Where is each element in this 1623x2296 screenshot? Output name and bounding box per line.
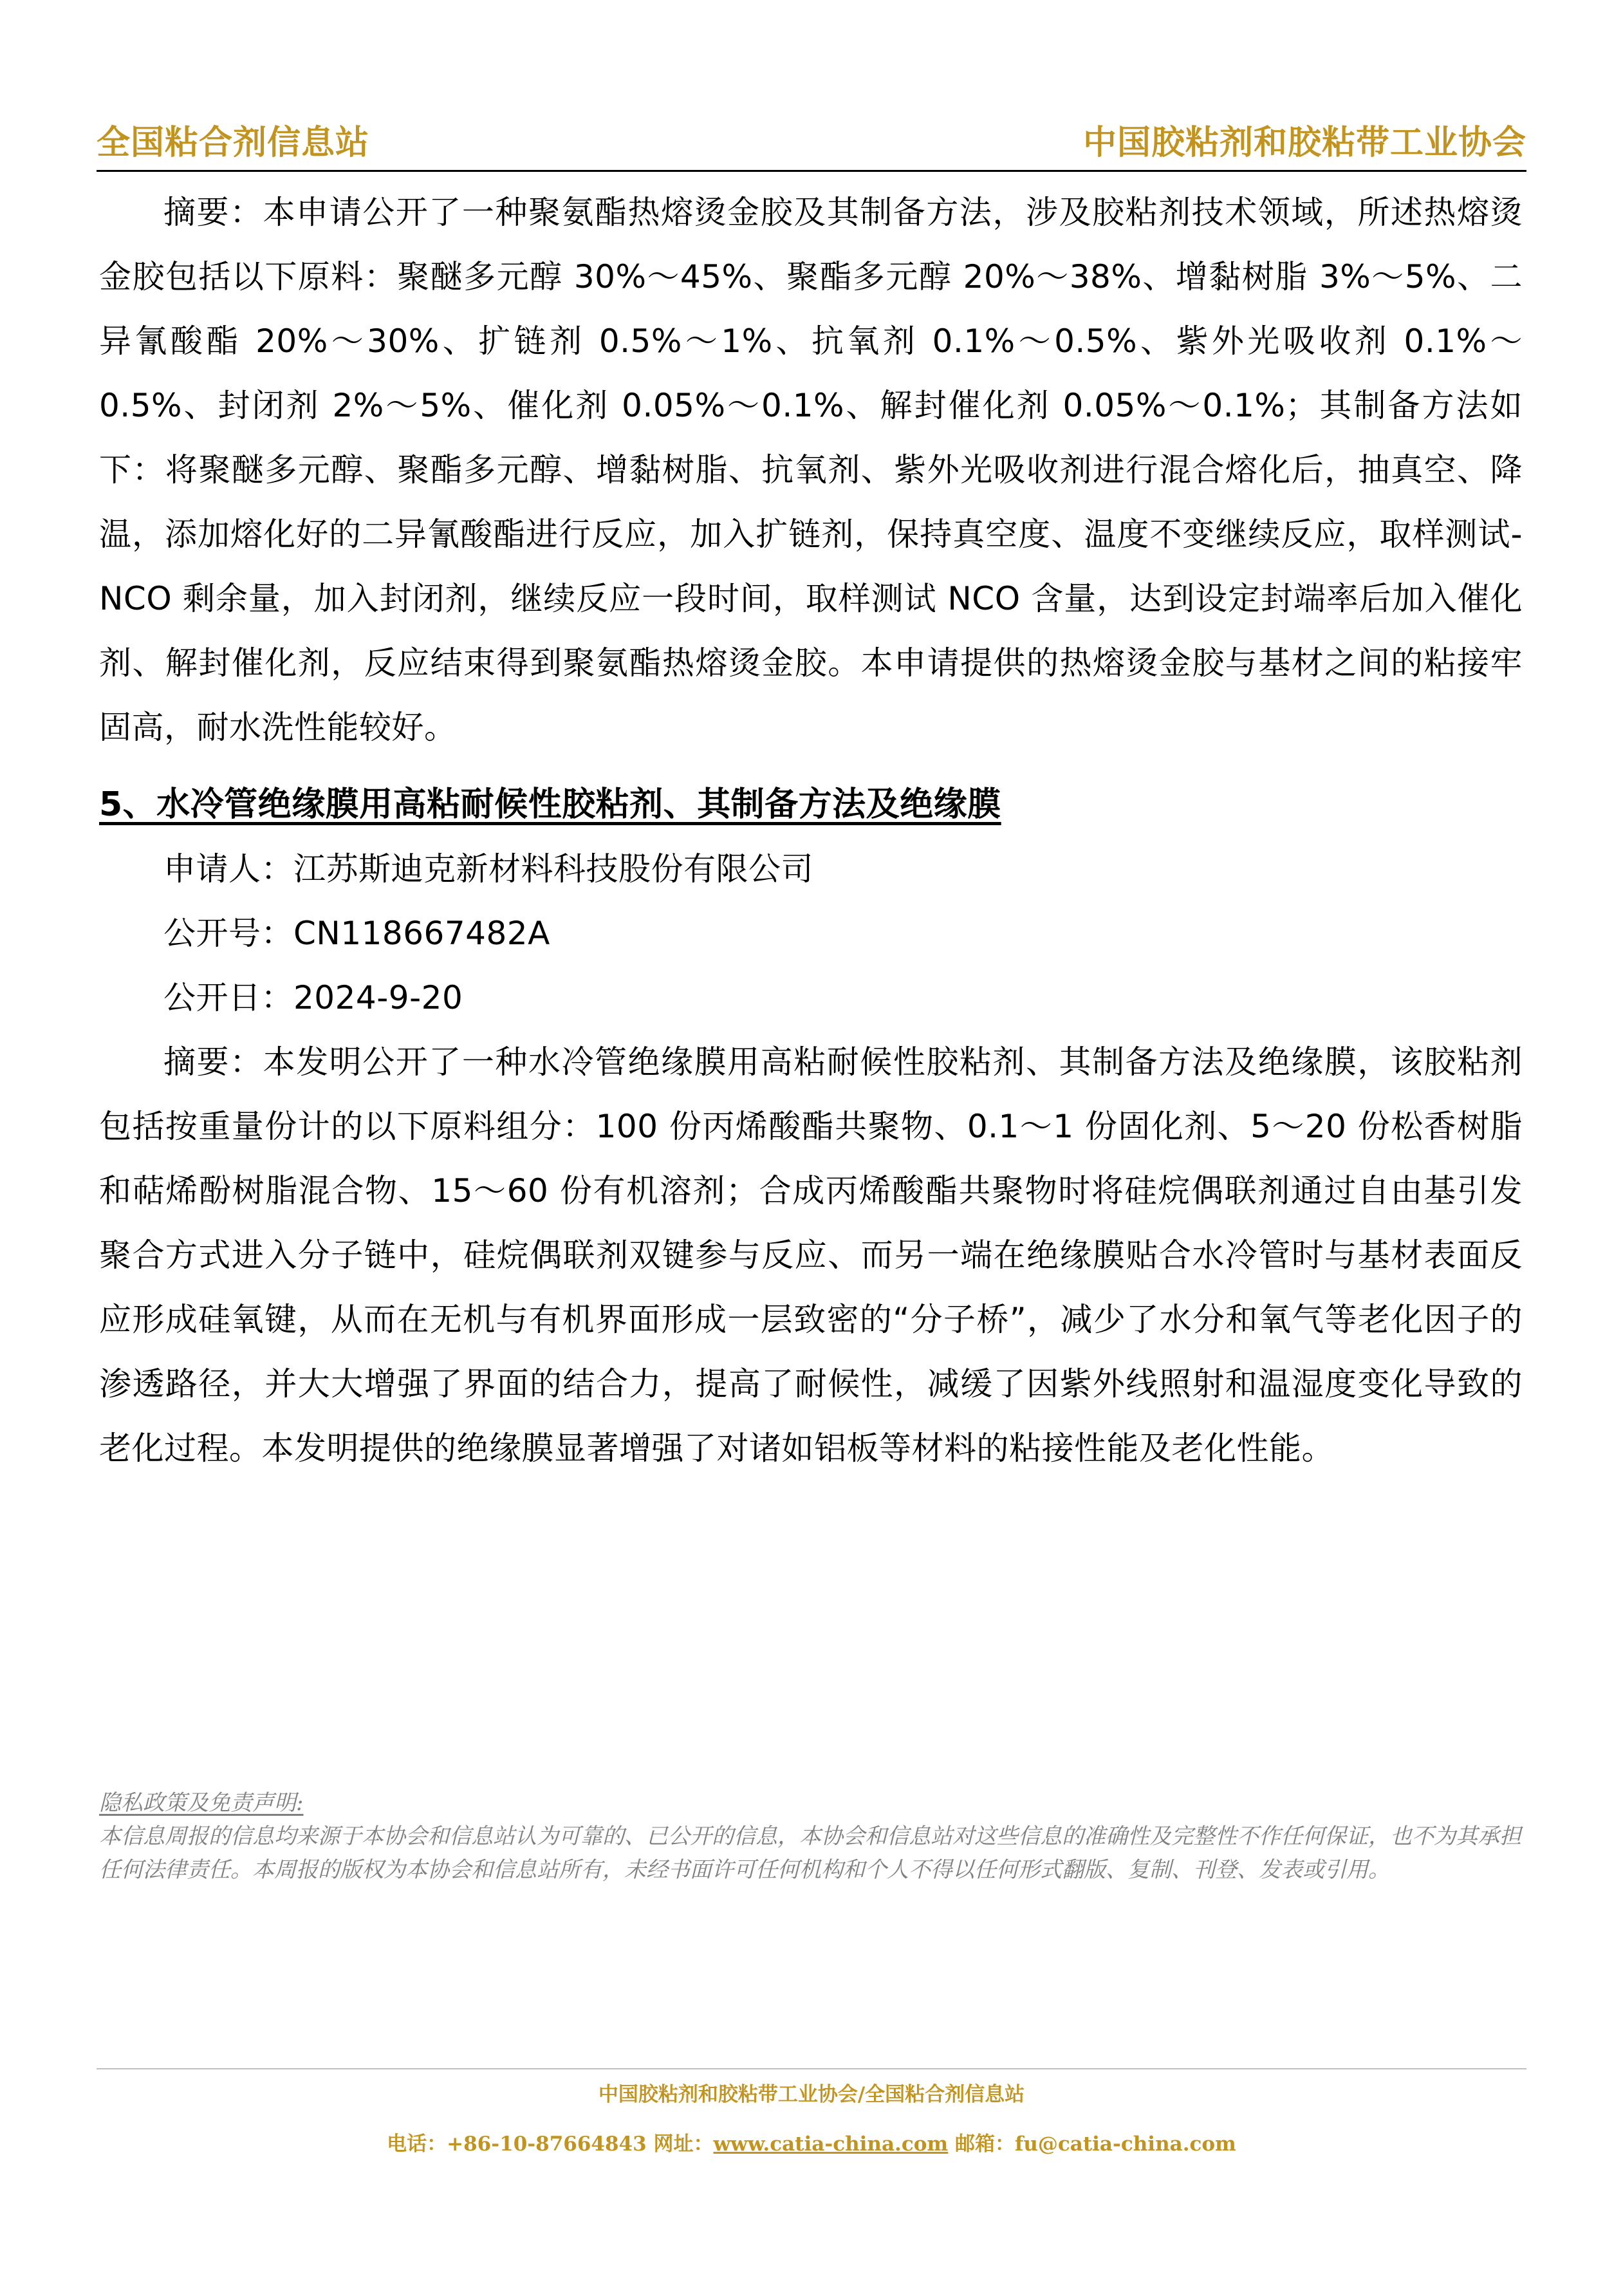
footer-contact [0, 2127, 1623, 2156]
footer-divider [97, 2068, 1526, 2069]
item5-applicant: 申请人：江苏斯迪克新材料科技股份有限公司 [163, 850, 813, 888]
disclaimer-body: 本信息周报的信息均来源于本协会和信息站认为可靠的、已公开的信息，本协会和信息站对这些信息的准确性及完整性不作任何保证，也不为其承担任何法律责任。本周报的版权为本协会和信息站所有，未经书面许可任何机构和个人不得以任何形式翻版、复制、刊登、发表或引用。 [99, 1824, 1521, 1883]
header-left-title: 全国粘合剂信息站 [97, 123, 370, 162]
footer-website-label: 网址： [653, 2133, 714, 2156]
disclaimer-title: 隐私政策及免责声明: [99, 1790, 304, 1816]
header-right-title: 中国胶粘剂和胶粘带工业协会 [1082, 123, 1526, 162]
footer-website-link[interactable]: www.catia-china.com [713, 2133, 949, 2156]
item5-publication-number: 公开号：CN118667482A [163, 915, 550, 952]
footer-organization: 中国胶粘剂和胶粘带工业协会/全国粘合剂信息站 [598, 2083, 1025, 2106]
disclaimer [99, 1786, 1523, 1887]
item5-abstract: 摘要：本发明公开了一种水冷管绝缘膜用高粘耐候性胶粘剂、其制备方法及绝缘膜，该胶粘剂包括按重量份计的以下原料组分：100 份丙烯酸酯共聚物、0.1～1 份固化剂、5～20 份松香树脂和萜烯酚树脂混合物、15～60 份有机溶剂；合成丙烯酸酯共聚物时将硅烷偶联剂通过自由基引发聚合方式进入分子链中，硅烷偶联剂双键参与反应、而另一端在绝缘膜贴合水冷管时与基材表面反应形成硅氧键，从而在无机与有机界面形成一层致密的“分子桥”，减少了水分和氧气等老化因子的渗透路径，并大大增强了界面的结合力，提高了耐候性，减缓了因紫外线照射和温湿度变化导致的老化过程。本发明提供的绝缘膜显著增强了对诸如铝板等材料的粘接性能及老化性能。 [99, 1043, 1523, 1467]
item5-publication-date: 公开日：2024-9-20 [163, 979, 463, 1016]
footer-email-label: 邮箱： [955, 2133, 1015, 2156]
footer-phone: 电话：+86-10-87664843 [387, 2133, 647, 2156]
item4-abstract: 摘要：本申请公开了一种聚氨酯热熔烫金胶及其制备方法，涉及胶粘剂技术领域，所述热熔烫金胶包括以下原料：聚醚多元醇 30%～45%、聚酯多元醇 20%～38%、增黏树脂 3%～5%、二异氰酸酯 20%～30%、扩链剂 0.5%～1%、抗氧剂 0.1%～0.5%、紫外光吸收剂 0.1%～0.5%、封闭剂 2%～5%、催化剂 0.05%～0.1%、解封催化剂 0.05%～0.1%；其制备方法如下：将聚醚多元醇、聚酯多元醇、增黏树脂、抗氧剂、紫外光吸收剂进行混合熔化后，抽真空、降温，添加熔化好的二异氰酸酯进行反应，加入扩链剂，保持真空度、温度不变继续反应，取样测试-NCO 剩余量，加入封闭剂，继续反应一段时间，取样测试 NCO 含量，达到设定封端率后加入催化剂、解封催化剂，反应结束得到聚氨酯热熔烫金胶。本申请提供的热熔烫金胶与基材之间的粘接牢固高，耐水洗性能较好。 [99, 194, 1523, 746]
main-content [99, 180, 1523, 1480]
page-header [97, 108, 1526, 172]
item5-title: 5、水冷管绝缘膜用高粘耐候性胶粘剂、其制备方法及绝缘膜 [99, 785, 1001, 824]
footer-email: fu@catia-china.com [1015, 2133, 1236, 2156]
